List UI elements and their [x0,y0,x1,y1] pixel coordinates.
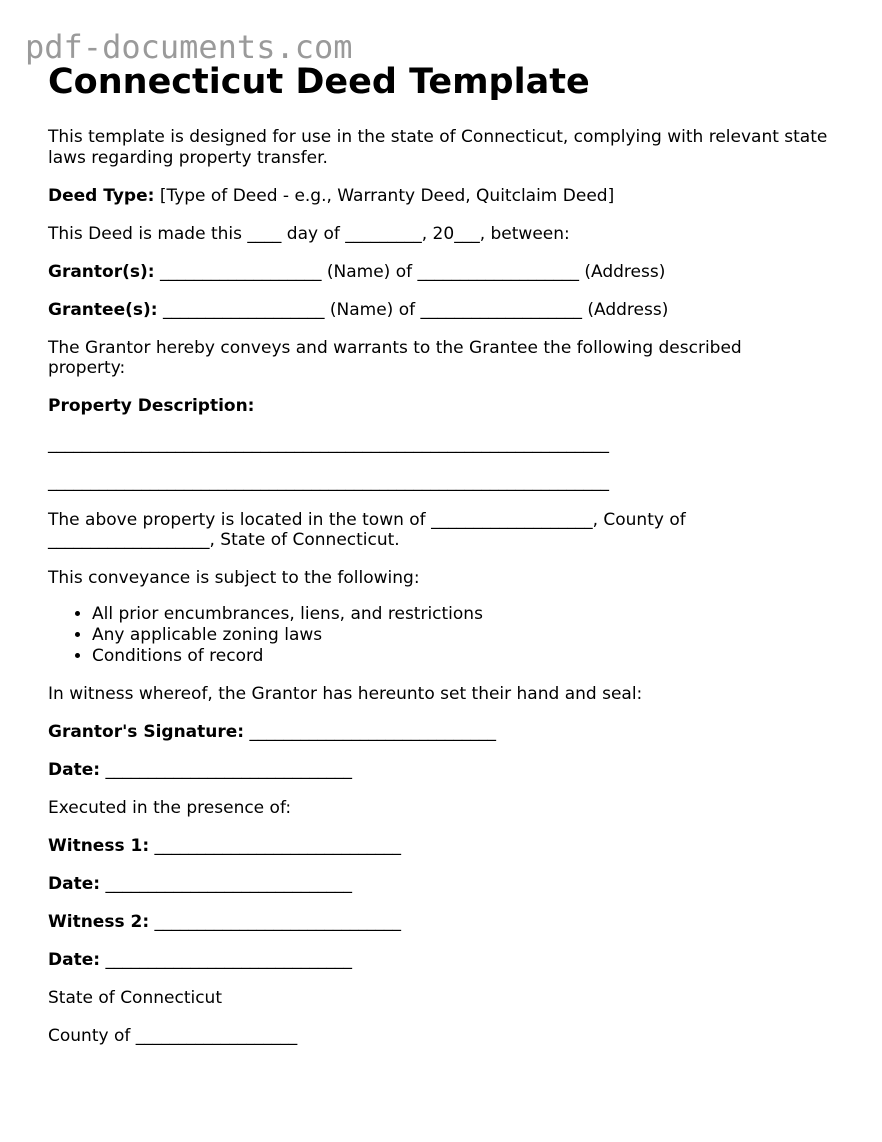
date-blank: _____________________________ [100,874,352,894]
conveys-line-1: The Grantor hereby conveys and warrants to the Grantee the following described [48,338,742,358]
watermark: pdf-documents.com [25,28,353,66]
deed-made-line: This Deed is made this ____ day of _________, 20___, between: [48,224,570,244]
grantee-field [48,300,668,321]
deed-type-field [48,186,614,207]
description-blank-2: __________________________________________________________________ [48,472,609,492]
conditions-list [48,604,483,667]
deed-type-value: [Type of Deed - e.g., Warranty Deed, Quitclaim Deed] [154,186,615,206]
location-line-2: ___________________, State of Connecticut. [48,530,400,550]
grantor-field [48,262,665,283]
grantor-label: Grantor(s): [48,262,155,282]
date-field-2 [48,874,352,895]
witness-whereof-line: In witness whereof, the Grantor has hereunto set their hand and seal: [48,684,643,704]
date-field-1 [48,760,352,781]
date-blank: _____________________________ [100,950,352,970]
subject-to-line: This conveyance is subject to the following: [48,568,420,588]
list-item: • Any applicable zoning laws [92,625,483,646]
witness-1-blank: _____________________________ [149,836,402,856]
grantee-label: Grantee(s): [48,300,158,320]
grantor-blank: ___________________ (Name) of ___________________ (Address) [154,262,666,282]
grantor-signature-blank: _____________________________ [244,722,497,742]
witness-1-field [48,836,401,857]
witness-2-label: Witness 2: [48,912,150,932]
date-field-3 [48,950,352,971]
list-item: • Conditions of record [92,646,483,667]
date-blank: _____________________________ [100,760,352,780]
date-label: Date: [48,760,101,780]
intro-line-1: This template is designed for use in the state of Connecticut, complying with relevant state [48,127,828,147]
grantor-signature-field [48,722,496,743]
witness-2-blank: _____________________________ [149,912,402,932]
document-title: Connecticut Deed Template [48,62,590,102]
grantee-blank: ___________________ (Name) of ___________________ (Address) [157,300,669,320]
description-blank-1: __________________________________________________________________ [48,434,609,454]
conveys-line-2: property: [48,358,126,378]
executed-presence-line: Executed in the presence of: [48,798,292,818]
witness-1-label: Witness 1: [48,836,150,856]
date-label: Date: [48,950,101,970]
list-item: • All prior encumbrances, liens, and restrictions [92,604,483,625]
intro-line-2: laws regarding property transfer. [48,148,328,168]
property-description-label: Property Description: [48,396,255,416]
state-line: State of Connecticut [48,988,222,1008]
witness-2-field [48,912,401,933]
location-line-1: The above property is located in the town of ___________________, County of [48,510,686,530]
county-line: County of ___________________ [48,1026,298,1046]
deed-type-label: Deed Type: [48,186,155,206]
date-label: Date: [48,874,101,894]
grantor-signature-label: Grantor's Signature: [48,722,245,742]
